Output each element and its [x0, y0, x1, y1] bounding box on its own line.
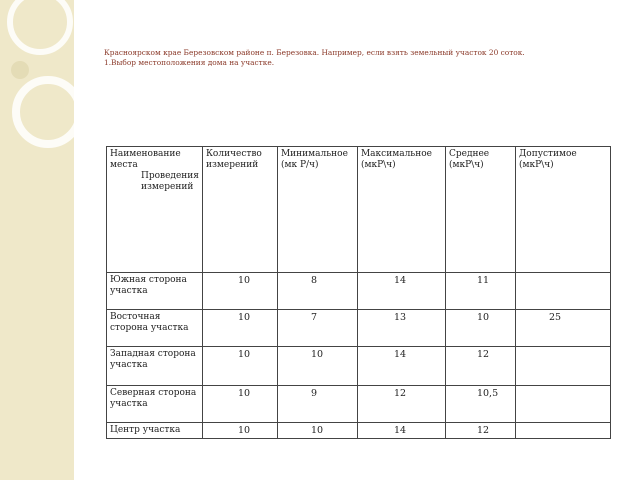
- cell-max-value: 14: [393, 425, 407, 436]
- cell-place: Северная сторона участка: [107, 386, 203, 423]
- cell-min-value: 9: [310, 388, 318, 399]
- cell-count: [202, 423, 277, 439]
- col-header-place-label: Наименование места: [110, 149, 181, 170]
- header-line-1: Красноярском крае Березовском районе п. Березовка. Например, если взять земельный участок 20 соток.: [104, 48, 525, 57]
- cell-max-value: 12: [393, 388, 407, 399]
- cell-min: [277, 347, 357, 386]
- cell-min: [277, 423, 357, 439]
- col-header-min-unit: (мк Р/ч): [280, 160, 319, 170]
- cell-place: Западная сторона участка: [107, 347, 203, 386]
- cell-allowed: [515, 386, 610, 423]
- cell-avg: [445, 423, 515, 439]
- cell-avg: [445, 347, 515, 386]
- cell-min-value: 10: [310, 425, 324, 436]
- cell-min: [277, 310, 357, 347]
- cell-max: [357, 423, 445, 439]
- cell-avg-value: 10,5: [476, 388, 499, 399]
- cell-min: [277, 386, 357, 423]
- cell-place: Центр участка: [107, 423, 203, 439]
- cell-count-value: 10: [237, 388, 251, 399]
- table-row: [107, 310, 611, 347]
- cell-avg-value: 12: [476, 425, 490, 436]
- cell-count-value: 10: [237, 425, 251, 436]
- col-header-allowed: Допустимое (мкР\ч): [515, 147, 610, 273]
- cell-avg: [445, 386, 515, 423]
- table-row: [107, 347, 611, 386]
- cell-place: Южная сторона участка: [107, 273, 203, 310]
- cell-count: [202, 310, 277, 347]
- cell-avg: [445, 310, 515, 347]
- cell-place: Восточная сторона участка: [107, 310, 203, 347]
- cell-max: [357, 273, 445, 310]
- table-row: [107, 386, 611, 423]
- cell-count: [202, 386, 277, 423]
- cell-max: [357, 310, 445, 347]
- cell-count-value: 10: [237, 312, 251, 323]
- table-row: [107, 423, 611, 439]
- cell-allowed-value: 25: [548, 312, 562, 323]
- col-header-min-label: Минимальное: [280, 149, 348, 159]
- cell-max-value: 13: [393, 312, 407, 323]
- cell-allowed: [515, 310, 610, 347]
- cell-min-value: 7: [310, 312, 318, 323]
- cell-allowed: [515, 347, 610, 386]
- cell-count-value: 10: [237, 275, 251, 286]
- col-header-place-sub: Проведения измерений: [141, 171, 199, 192]
- cell-count: [202, 347, 277, 386]
- cell-allowed: [515, 423, 610, 439]
- cell-count: [202, 273, 277, 310]
- cell-count-value: 10: [237, 349, 251, 360]
- cell-max: [357, 386, 445, 423]
- cell-avg-value: 11: [476, 275, 490, 286]
- table-header-row: [107, 147, 611, 273]
- cell-min: [277, 273, 357, 310]
- col-header-count: Количество измерений: [202, 147, 277, 273]
- col-header-avg: Среднее (мкР\ч): [445, 147, 515, 273]
- cell-min-value: 8: [310, 275, 318, 286]
- cell-allowed: [515, 273, 610, 310]
- header-text: [104, 48, 624, 68]
- col-header-max: Максимальное (мкР\ч): [357, 147, 445, 273]
- col-header-place: [107, 147, 203, 273]
- table-row: [107, 273, 611, 310]
- cell-max: [357, 347, 445, 386]
- col-header-min: [277, 147, 357, 273]
- cell-min-value: 10: [310, 349, 324, 360]
- cell-avg: [445, 273, 515, 310]
- measurement-table: [106, 146, 611, 439]
- cell-avg-value: 12: [476, 349, 490, 360]
- decorative-circles: [0, 0, 90, 200]
- cell-avg-value: 10: [476, 312, 490, 323]
- header-line-2: 1.Выбор местоположения дома на участке.: [104, 58, 275, 67]
- cell-max-value: 14: [393, 275, 407, 286]
- cell-max-value: 14: [393, 349, 407, 360]
